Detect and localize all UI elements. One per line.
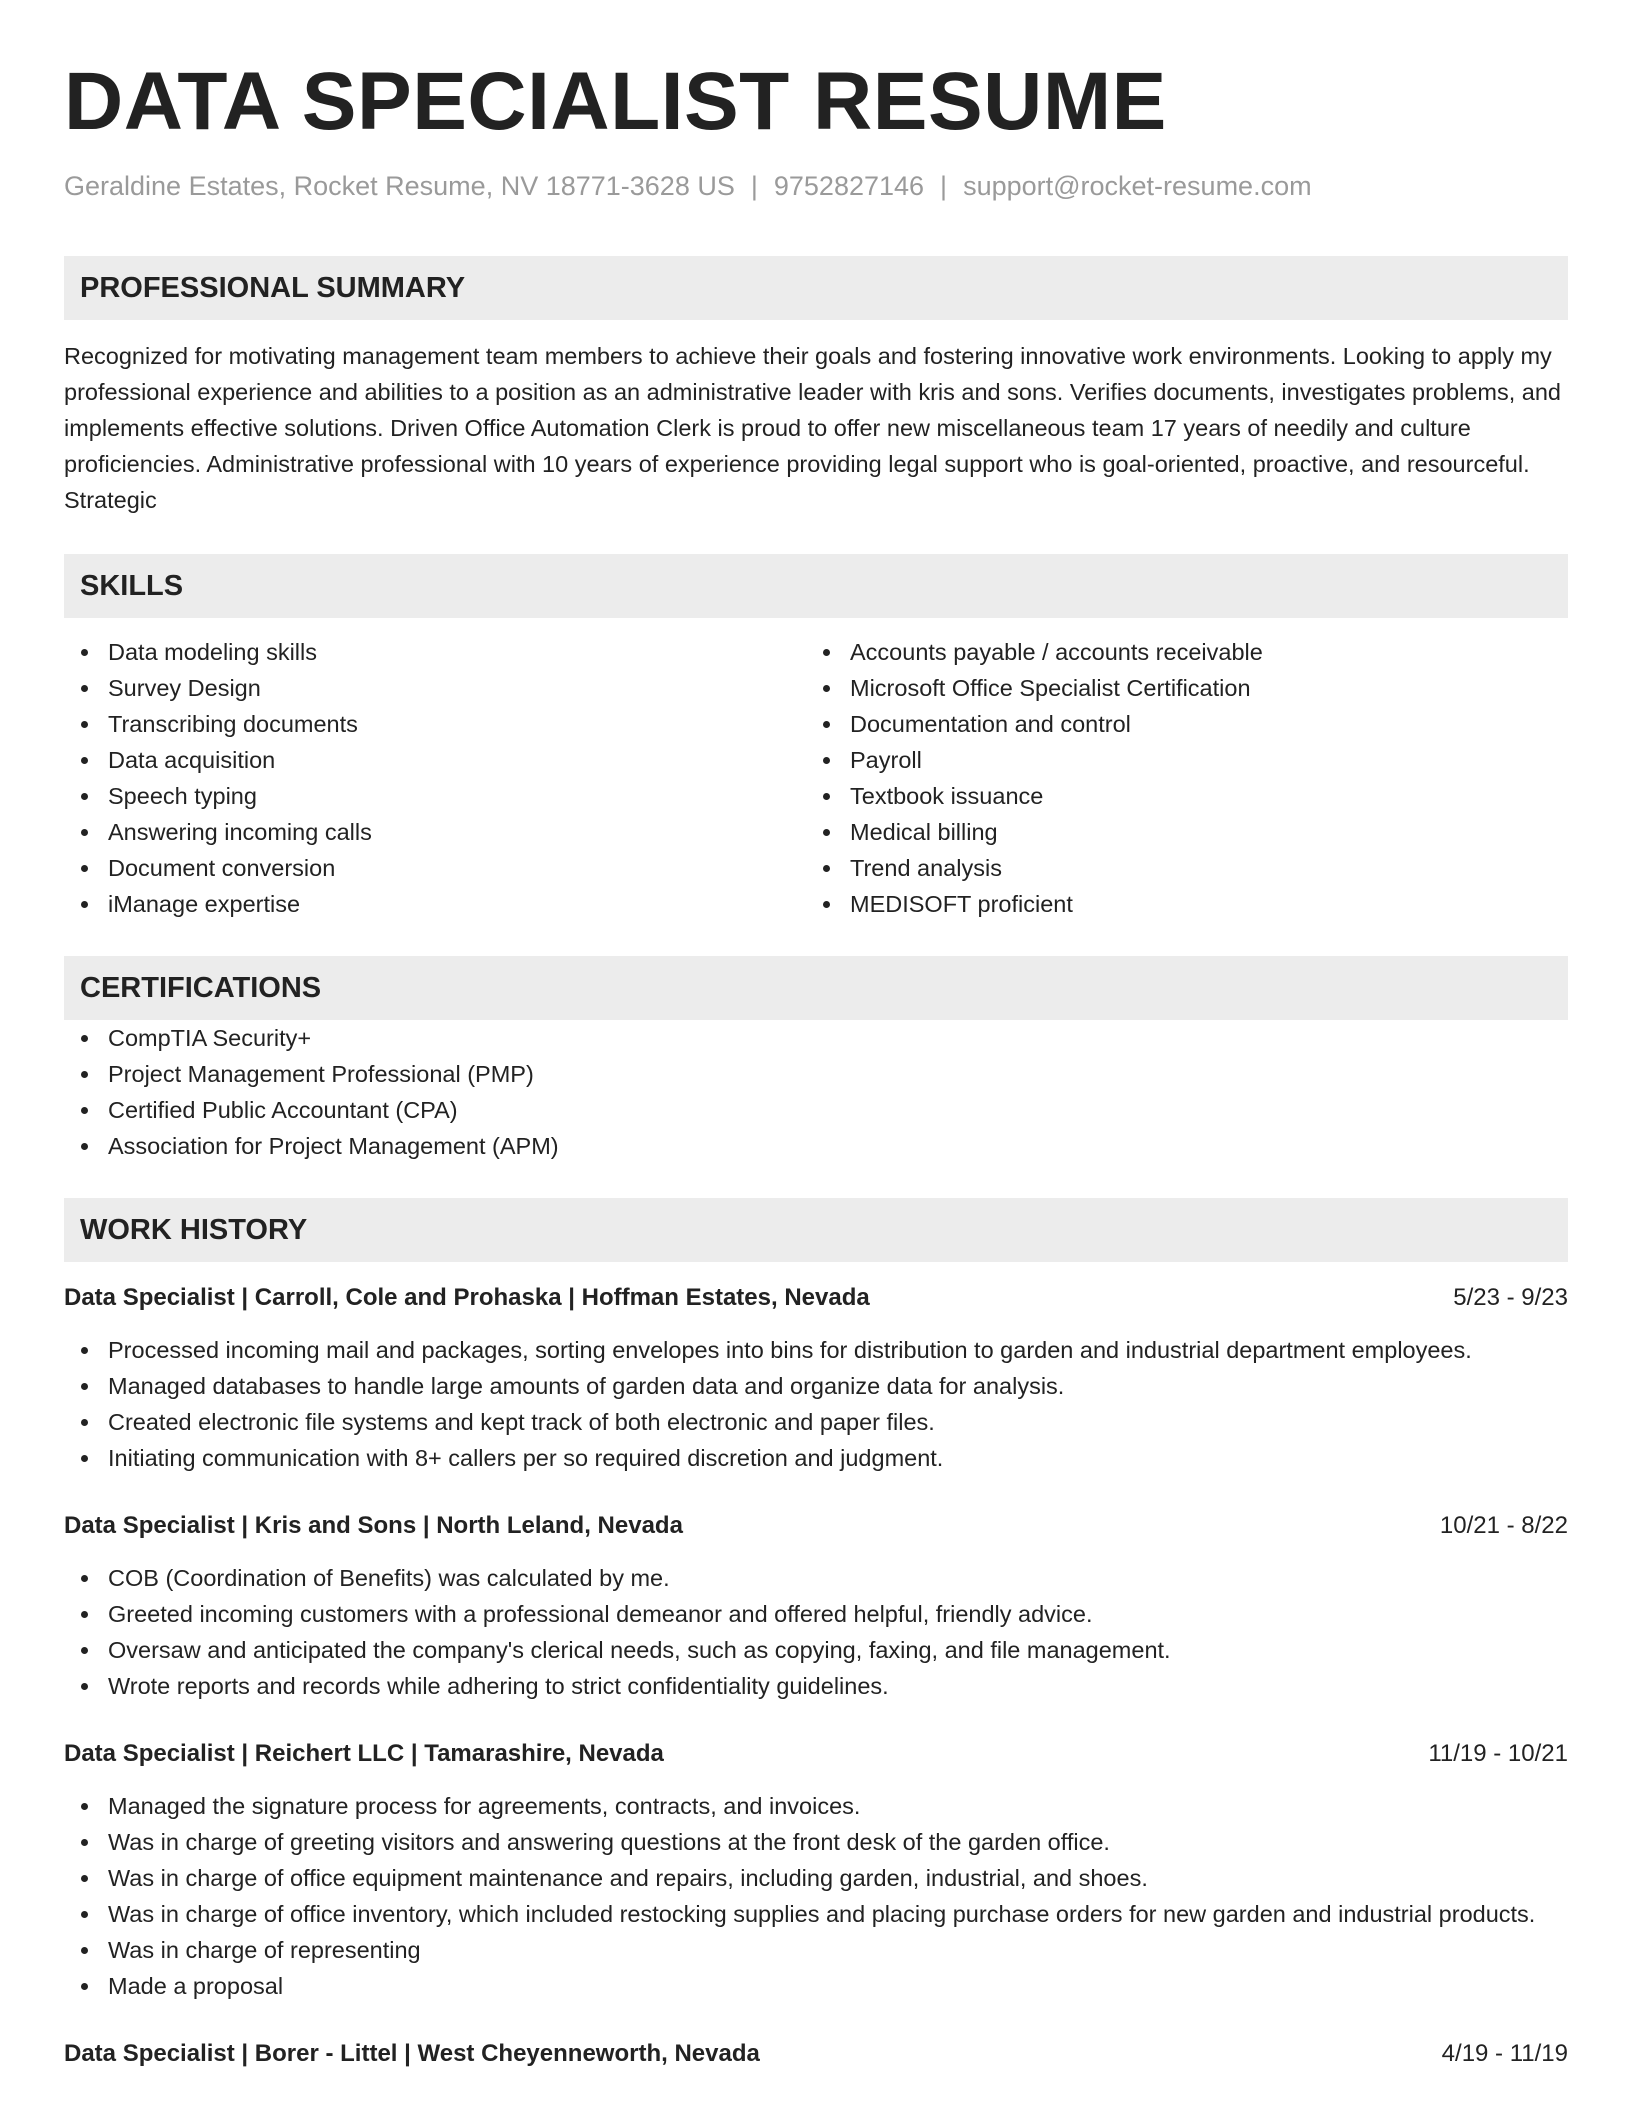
job-bullet: Managed databases to handle large amounts of garden data and organize data for analysis. xyxy=(64,1368,1568,1404)
certifications-list xyxy=(64,1020,1568,1164)
job-bullet: Was in charge of representing xyxy=(64,1932,1568,1968)
job-header xyxy=(64,1280,1568,1316)
job-bullet: Made a proposal xyxy=(64,1968,1568,2004)
job-title: Data Specialist | Carroll, Cole and Prohaska | Hoffman Estates, Nevada xyxy=(64,1284,870,1311)
work-history-list xyxy=(64,1280,1568,2072)
skill-item: Data modeling skills xyxy=(64,634,806,670)
skill-item: Medical billing xyxy=(806,814,1548,850)
skills-list-left xyxy=(64,634,806,922)
skill-item: Trend analysis xyxy=(806,850,1548,886)
job-bullet: Created electronic file systems and kept track of both electronic and paper files. xyxy=(64,1404,1568,1440)
summary-heading: PROFESSIONAL SUMMARY xyxy=(64,256,1568,320)
job-entry xyxy=(64,2036,1568,2072)
summary-text: Recognized for motivating management team members to achieve their goals and fostering innovative work environments. Looking to apply my professional experience and abilities to a position as an administrative leader with kris and sons. Verifies documents, investigates problems, and implements effective solutions. Driven Office Automation Clerk is proud to offer new miscellaneous team 17 years of needily and culture proficiencies. Administrative professional with 10 years of experience providing legal support who is goal-oriented, proactive, and resourceful. Strategic xyxy=(64,343,1561,513)
job-bullet: Oversaw and anticipated the company's clerical needs, such as copying, faxing, and file management. xyxy=(64,1632,1568,1668)
skills-column-left xyxy=(64,634,806,922)
job-header xyxy=(64,1736,1568,1772)
certification-item: Project Management Professional (PMP) xyxy=(64,1056,1568,1092)
skills-grid xyxy=(64,634,1568,922)
contact-email: support@rocket-resume.com xyxy=(963,171,1312,201)
skill-item: Accounts payable / accounts receivable xyxy=(806,634,1548,670)
contact-separator: | xyxy=(940,171,948,201)
job-bullet: Was in charge of greeting visitors and answering questions at the front desk of the garden office. xyxy=(64,1824,1568,1860)
job-bullet: Processed incoming mail and packages, sorting envelopes into bins for distribution to garden and industrial department employees. xyxy=(64,1332,1568,1368)
contact-address: Geraldine Estates, Rocket Resume, NV 18771-3628 US xyxy=(64,171,735,201)
contact-line xyxy=(64,168,1568,204)
job-entry xyxy=(64,1280,1568,1476)
skill-item: Microsoft Office Specialist Certification xyxy=(806,670,1548,706)
job-dates: 5/23 - 9/23 xyxy=(1453,1284,1568,1311)
job-dates: 11/19 - 10/21 xyxy=(1428,1740,1568,1767)
certifications-heading: CERTIFICATIONS xyxy=(64,956,1568,1020)
job-title: Data Specialist | Reichert LLC | Tamarashire, Nevada xyxy=(64,1740,664,1767)
job-bullet: Wrote reports and records while adhering to strict confidentiality guidelines. xyxy=(64,1668,1568,1704)
skill-item: Data acquisition xyxy=(64,742,806,778)
job-bullet: Managed the signature process for agreements, contracts, and invoices. xyxy=(64,1788,1568,1824)
skill-item: Answering incoming calls xyxy=(64,814,806,850)
skill-item: Payroll xyxy=(806,742,1548,778)
contact-phone: 9752827146 xyxy=(773,171,925,201)
job-dates: 10/21 - 8/22 xyxy=(1439,1512,1568,1539)
skills-list-right xyxy=(806,634,1548,922)
job-bullet: Was in charge of office equipment maintenance and repairs, including garden, industrial, and shoes. xyxy=(64,1860,1568,1896)
job-bullet: Initiating communication with 8+ callers per so required discretion and judgment. xyxy=(64,1440,1568,1476)
job-bullets xyxy=(64,1560,1568,1704)
contact-separator: | xyxy=(750,171,758,201)
skill-item: Transcribing documents xyxy=(64,706,806,742)
skills-column-right xyxy=(806,634,1548,922)
skill-item: Documentation and control xyxy=(806,706,1548,742)
work-history-heading: WORK HISTORY xyxy=(64,1198,1568,1262)
certification-item: Association for Project Management (APM) xyxy=(64,1128,1568,1164)
job-dates: 4/19 - 11/19 xyxy=(1441,2040,1568,2067)
job-title: Data Specialist | Kris and Sons | North Leland, Nevada xyxy=(64,1512,683,1539)
job-header xyxy=(64,2036,1568,2072)
job-entry xyxy=(64,1736,1568,2004)
skill-item: Document conversion xyxy=(64,850,806,886)
job-entry xyxy=(64,1508,1568,1704)
skill-item: Textbook issuance xyxy=(806,778,1548,814)
resume-title: DATA SPECIALIST RESUME xyxy=(64,56,1167,147)
skills-heading: SKILLS xyxy=(64,554,1568,618)
resume-content xyxy=(64,52,1568,2072)
certification-item: Certified Public Accountant (CPA) xyxy=(64,1092,1568,1128)
job-header xyxy=(64,1508,1568,1544)
skill-item: Speech typing xyxy=(64,778,806,814)
skill-item: iManage expertise xyxy=(64,886,806,922)
job-bullet: Greeted incoming customers with a professional demeanor and offered helpful, friendly advice. xyxy=(64,1596,1568,1632)
skill-item: Survey Design xyxy=(64,670,806,706)
job-bullet: COB (Coordination of Benefits) was calculated by me. xyxy=(64,1560,1568,1596)
skill-item: MEDISOFT proficient xyxy=(806,886,1548,922)
job-title: Data Specialist | Borer - Littel | West Cheyenneworth, Nevada xyxy=(64,2040,760,2067)
job-bullet: Was in charge of office inventory, which included restocking supplies and placing purchase orders for new garden and industrial products. xyxy=(64,1896,1568,1932)
job-bullets xyxy=(64,1788,1568,2004)
job-bullets xyxy=(64,1332,1568,1476)
certification-item: CompTIA Security+ xyxy=(64,1020,1568,1056)
